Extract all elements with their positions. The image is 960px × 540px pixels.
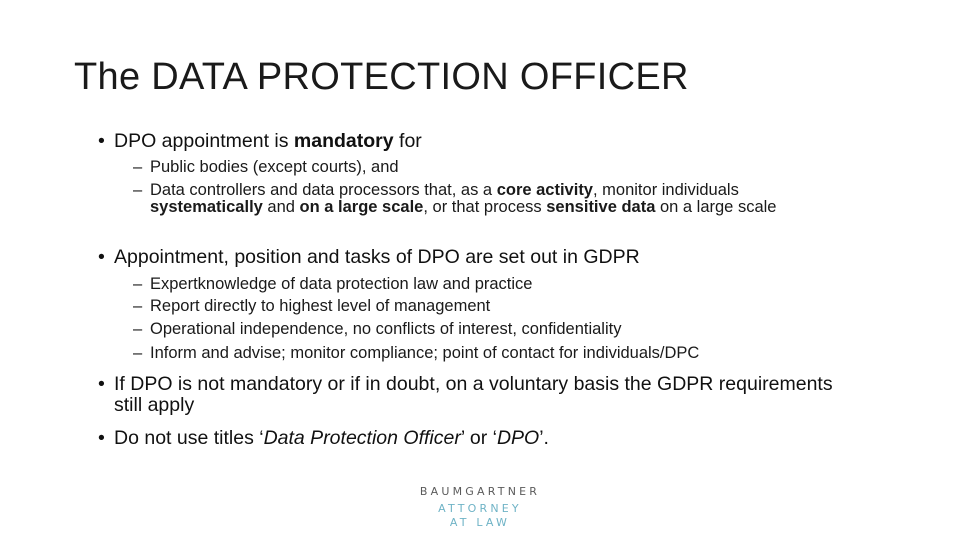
bullet-marker: • <box>98 130 105 152</box>
sub-bullet-expertise <box>133 276 532 293</box>
sub-bullet-text: Data controllers and data processors that, as a <box>150 181 497 199</box>
bullet-marker: • <box>98 246 105 268</box>
sub-bullet-report <box>133 298 490 315</box>
sub-bullet-marker: – <box>133 181 143 199</box>
sub-bullet-text: and <box>262 198 300 216</box>
sub-bullet-marker: – <box>133 320 143 338</box>
sub-bullet-text: , or that process <box>423 198 547 216</box>
sub-bullet-inform <box>133 345 699 362</box>
bold-sensitive-data: sensitive data <box>546 198 656 216</box>
bold-systematically: systematically <box>150 198 263 216</box>
sub-bullet-marker: – <box>133 275 143 293</box>
bullet-text: Appointment, position and tasks of DPO are set out in GDPR <box>114 246 640 268</box>
bullet-text: DPO appointment is <box>114 130 294 152</box>
sub-bullet-text: on a large scale <box>655 198 777 216</box>
logo-line-attorney: ATTORNEY <box>438 502 522 515</box>
bullet-text: ’. <box>539 427 549 449</box>
sub-bullet-public-bodies <box>133 159 399 176</box>
sub-bullet-text: Public bodies (except courts), and <box>150 158 399 176</box>
bold-core-activity: core activity <box>496 181 593 199</box>
bullet-dpo-mandatory <box>98 131 422 152</box>
sub-bullet-text: Operational independence, no conflicts of interest, confidentiality <box>150 320 622 338</box>
bullet-voluntary <box>98 374 844 416</box>
bullet-titles <box>98 428 549 449</box>
sub-bullet-marker: – <box>133 158 143 176</box>
bullet-appointment <box>98 247 640 268</box>
logo-line-baumgartner: BAUMGARTNER <box>419 485 541 498</box>
bullet-text: for <box>393 130 422 152</box>
sub-bullet-text: Inform and advise; monitor compliance; point of contact for individuals/DPC <box>150 344 700 362</box>
logo-line-at-law: AT LAW <box>449 516 511 529</box>
bullet-text: ’ or ‘ <box>460 427 497 449</box>
sub-bullet-independence <box>133 321 621 338</box>
bullet-text: If DPO is not mandatory or if in doubt, on a voluntary basis the GDPR requirements still apply <box>114 373 833 416</box>
bullet-text: Do not use titles ‘ <box>114 427 264 449</box>
sub-bullet-text: , monitor individuals <box>593 181 739 199</box>
slide-title: The DATA PROTECTION OFFICER <box>74 56 689 98</box>
bullet-marker: • <box>98 427 105 449</box>
sub-bullet-data-controllers <box>133 182 800 216</box>
italic-data-protection-officer: Data Protection Officer <box>263 427 461 449</box>
sub-bullet-marker: – <box>133 297 143 315</box>
sub-bullet-marker: – <box>133 344 143 362</box>
bold-large-scale: on a large scale <box>299 198 424 216</box>
bullet-bold-text: mandatory <box>293 130 394 152</box>
sub-bullet-text: Report directly to highest level of management <box>150 297 491 315</box>
italic-dpo: DPO <box>496 427 540 449</box>
bullet-marker: • <box>98 373 105 395</box>
sub-bullet-text: Expertknowledge of data protection law and practice <box>150 275 533 293</box>
